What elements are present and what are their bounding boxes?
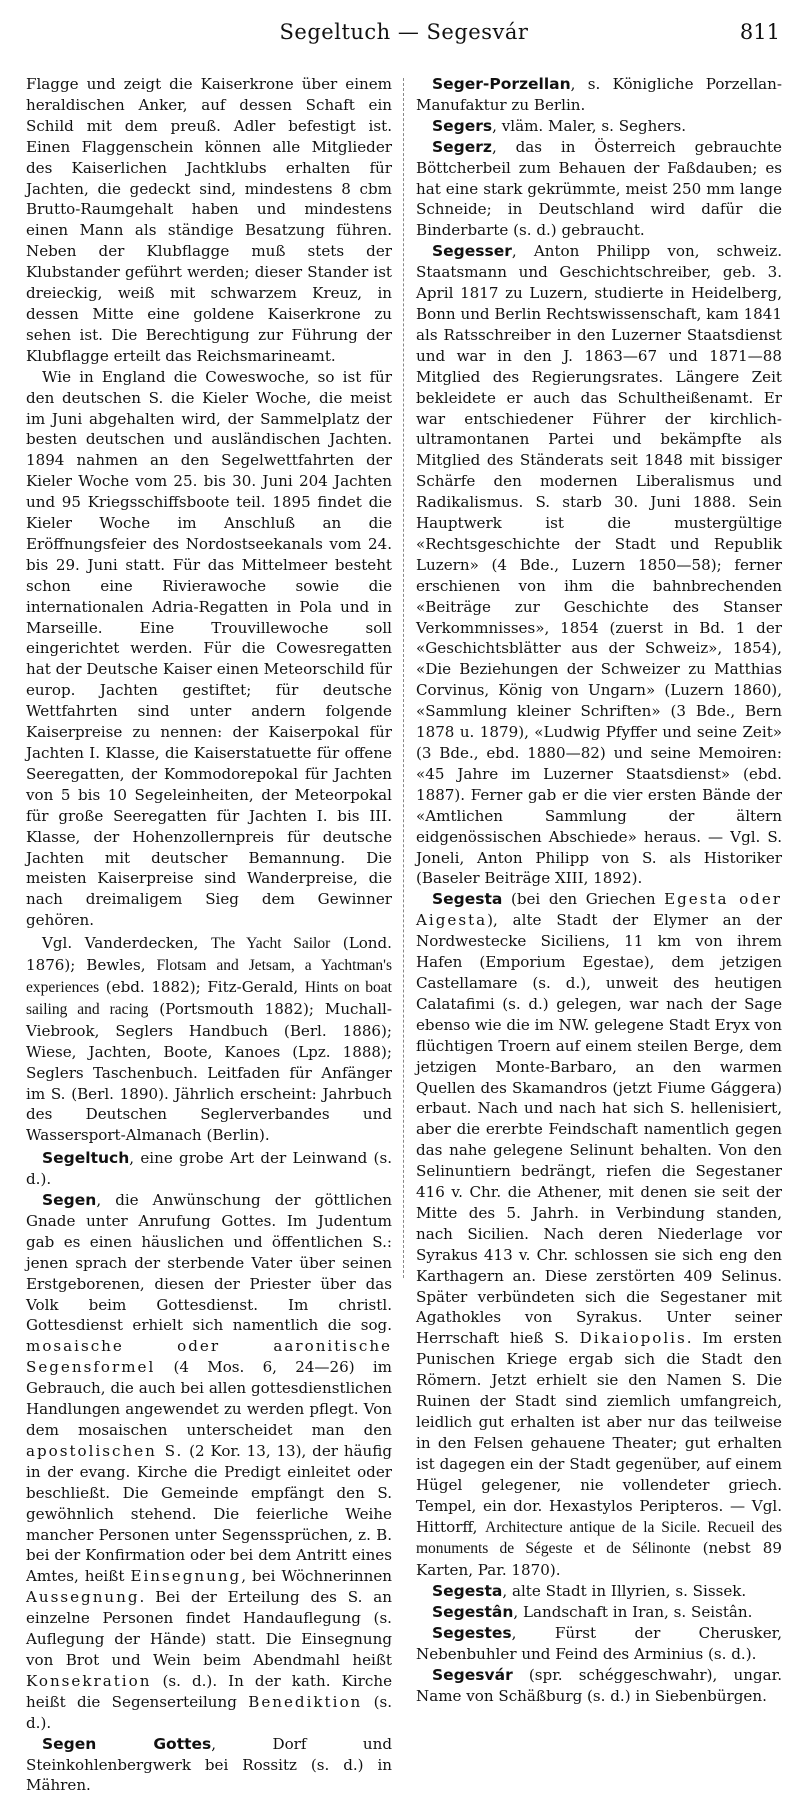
entry-headword: Segeltuch — [42, 1149, 130, 1168]
entry-segen: Segen, die Anwünschung der göttlichen Gnade unter Anrufung Gottes. Im Judentum gab es einen häuslichen und öffentlichen S.: jenen sprach der sterbende Vater über seinen Erstgeborenen, diesen der Priester über das Volk beim Gottesdienst. Im christl. Gottesdienst erhielt sich namentlich die sog. mosaische oder aaronitische Segensformel (4 Mos. 6, 24—26) im Gebrauch, die auch bei allen gottesdienstlichen Handlungen angewendet zu werden pflegt. Von dem mosaischen unterscheidet man den apostolischen S. (2 Kor. 13, 13), der häufig in der evang. Kirche die Predigt einleitet oder beschließt. Die Gemeinde empfängt den S. gewöhnlich stehend. Die feierliche Weihe mancher Personen unter Segenssprüchen, z. B. bei der Konfirmation oder bei dem Antritt eines Amtes, heißt Einsegnung, bei Wöchnerinnen Aussegnung. Bei der Erteilung des S. an einzelne Personen findet Handauflegung (s. Auflegung der Hände) statt. Die Einsegnung von Brot und Wein beim Abendmahl heißt Konsekration (s. d.). In der kath. Kirche heißt die Segenserteilung Benediktion (s. d.). — [26, 1191, 393, 1732]
entry-headword: Segesta — [432, 1582, 503, 1601]
left-column — [26, 74, 392, 1796]
entry-segestes: Segestes, Fürst der Cherusker, Nebenbuhler und Feind des Arminius (s. d.). — [416, 1624, 782, 1663]
literature-paragraph: Vgl. Vanderdecken, The Yacht Sailor (Lond. 1876); Bewles, Flotsam and Jetsam, a Yachtman's experiences (ebd. 1882); Fitz-Gerald, Hints on boat sailing and racing (Portsmouth 1882); Muchall-Viebrook, Seglers Handbuch (Berl. 1886); Wiese, Jachten, Boote, Kanoes (Lpz. 1888); Seglers Taschenbuch. Leitfaden für Anfänger im S. (Berl. 1890). Jährlich erscheint: Jahrbuch des Deutschen Seglerverbandes und Wassersport-Almanach (Berlin). — [26, 934, 392, 1145]
entry-headword: Segestân — [432, 1603, 514, 1622]
entry-headword: Seger-Porzellan — [432, 75, 571, 93]
entry-headword: Segesvár — [432, 1665, 513, 1684]
entry-segesser: Segesser, Anton Philipp von, schweiz. Staatsmann und Geschichtschreiber, geb. 3. April 1817 zu Luzern, studierte in Heidelberg, Bonn und Berlin Rechtswissenschaft, kam 1841 als Ratsschreiber in den Luzerner Staatsdienst und war in den J. 1863—67 und 1871—88 Mitglied des Regierungsrates. Längere Zeit bekleidete er auch das Schultheißenamt. Er war entschiedener Führer der kirchlich-ultramontanen Partei und bekämpfte als Mitglied des Ständerats seit 1848 mit bissiger Schärfe den modernen Liberalismus und Radikalismus. S. starb 30. Juni 1888. Sein Hauptwerk ist die mustergültige «Rechtsgeschichte der Stadt und Republik Luzern» (4 Bde., Luzern 1850—58); ferner erschienen von ihm die bahnbrechenden «Beiträge zur Geschichte des Stanser Verkommnisses», 1854 (zuerst in Bd. 1 der «Geschichtsblätter aus der Schweiz», 1854), «Die Beziehungen der Schweizer zu Matthias Corvinus, König von Ungarn» (Luzern 1860), «Sammlung kleiner Schriften» (3 Bde., Bern 1878 u. 1879), «Ludwig Pfyffer und seine Zeit» (3 Bde., ebd. 1880—82) und seine Memoiren: «45 Jahre im Luzerner Staatsdienst» (ebd. 1887). Ferner gab er die vier ersten Bände der «Amtlichen Sammlung der ältern eidgenössischen Abschiede» heraus. — Vgl. S. Joneli, Anton Philipp von S. als Historiker (Baseler Beiträge XIII, 1892). — [416, 242, 782, 888]
right-column — [416, 74, 782, 1707]
entry-segesvar: Segesvár (spr. schéggeschwahr), ungar. Name von Schäßburg (s. d.) in Siebenbürgen. — [416, 1665, 782, 1705]
column-divider — [403, 78, 404, 1278]
entry-headword: Segen — [42, 1191, 97, 1210]
page-number: 811 — [739, 20, 780, 44]
entry-segen-gottes: Segen Gottes, Dorf und Steinkohlenbergwerk bei Rossitz (s. d.) in Mähren. — [26, 1734, 392, 1795]
entry-segestan: Segestân, Landschaft in Iran, s. Seistân. — [432, 1603, 753, 1622]
entry-headword: Segesser — [432, 242, 512, 261]
entry-headword: Segestes — [432, 1624, 512, 1643]
entry-segers: Segers, vläm. Maler, s. Seghers. — [432, 116, 687, 135]
entry-segerz: Segerz, das in Österreich gebrauchte Böttcherbeil zum Behauen der Faßdauben; es hat eine stark gekrümmte, meist 250 mm lange Schneide; in Deutschland wird dafür die Binderbarte (s. d.) gebraucht. — [416, 137, 782, 240]
running-title: Segeltuch — Segesvár — [279, 20, 529, 44]
paragraph: Wie in England die Coweswoche, so ist für den deutschen S. die Kieler Woche, die meist im Juni abgehalten wird, der Sammelplatz der besten deutschen und ausländischen Jachten. 1894 nahmen an den Segelwettfahrten der Kieler Woche vom 25. bis 30. Juni 204 Jachten und 95 Kriegsschiffsboote teil. 1895 findet die Kieler Woche im Anschluß an die Eröffnungsfeier des Nordostseekanals vom 24. bis 29. Juni statt. Für das Mittelmeer besteht schon eine Rivierawoche sowie die internationalen Adria-Regatten in Pola und in Marseille. Eine Trouvillewoche soll eingerichtet werden. Für die Cowesregatten hat der Deutsche Kaiser einen Meteorschild für europ. Jachten gestiftet; für deutsche Wettfahrten sind unter andern folgende Kaiserpreise zu nennen: der Kaiserpokal für Jachten I. Klasse, die Kaiserstatuette für offene Seeregatten, der Kommodorepokal für Jachten von 5 bis 10 Segeleinheiten, der Meteorpokal für große Seeregatten für Jachten I. bis III. Klasse, der Hohenzollernpreis für deutsche Jachten mit deutscher Bemannung. Die meisten Kaiserpreise sind Wanderpreise, die nach dreimaligem Sieg dem Gewinner gehören. — [26, 367, 392, 930]
entry-segeltuch: Segeltuch, eine grobe Art der Leinwand (s. d.). — [26, 1149, 392, 1189]
paragraph: Flagge und zeigt die Kaiserkrone über einem heraldischen Anker, auf dessen Schaft ein Schild mit dem preuß. Adler befestigt ist. Einen Flaggenschein können alle Mitglieder des Kaiserlichen Jachtklubs erhalten für Jachten, die gedeckt sind, mindestens 8 cbm Brutto-Raumgehalt haben und mindestens einen Mann als ständige Besatzung führen. Neben der Klubflagge muß stets der Klubstander geführt werden; dieser Stander ist dreieckig, weiß mit schwarzem Kreuz, in dessen Mitte eine goldene Kaiserkrone zu sehen ist. Die Berechtigung zur Führung der Klubflagge erteilt das Reichsmarineamt. — [26, 75, 392, 365]
entry-segesta-illyrien: Segesta, alte Stadt in Illyrien, s. Sissek. — [432, 1582, 747, 1601]
entry-headword: Segen Gottes — [42, 1734, 212, 1753]
entry-seger-porzellan: Seger-Porzellan, s. Königliche Porzellan-Manufaktur zu Berlin. — [416, 75, 782, 114]
entry-headword: Segers — [432, 116, 493, 135]
page-header — [28, 16, 780, 50]
entry-segesta: Segesta (bei den Griechen Egesta oder Aigesta), alte Stadt der Elymer an der Nordwestecke Siciliens, 11 km von ihrem Hafen (Emporium Egestae), dem jetzigen Castellamare (s. d.), unweit des heutigen Calatafimi (s. d.) gelegen, war nach der Sage ebenso wie die im NW. gelegene Stadt Eryx von flüchtigen Troern auf einem steilen Berge, dem jetzigen Monte-Barbaro, an den warmen Quellen des Skamandros (jetzt Fiume Gággera) erbaut. Nach und nach hat sich S. hellenisiert, aber die ererbte Feindschaft namentlich gegen das nahe gelegene Selinunt behalten. Von den Selinuntiern bedrängt, riefen die Segestaner 416 v. Chr. die Athener, mit denen sie seit der Mitte des 5. Jahrh. in Verbindung standen, nach Sicilien. Nach deren Niederlage vor Syrakus 413 v. Chr. schlossen sie sich eng den Karthagern an. Diese zerstörten 409 Selinus. Später verbündeten sich die Segestaner mit Agathokles von Syrakus. Unter seiner Herrschaft hieß S. Dikaiopolis. Im ersten Punischen Kriege ergab sich die Stadt den Römern. Jetzt erhielt sie den Namen S. Die Ruinen der Stadt sind ziemlich umfangreich, leidlich gut erhalten ist aber nur das teilweise in den Felsen gehauene Theater; gut erhalten ist dagegen ein der Stadt gegenüber, auf einem Hügel gelegener, nie vollendeter griech. Tempel, ein dor. Hexastylos Peripteros. — Vgl. Hittorff, Architecture antique de la Sicile. Recueil des monuments de Ségeste et de Sélinonte (nebst 89 Karten, Par. 1870). — [416, 890, 782, 1580]
entry-headword: Segesta — [432, 890, 503, 909]
entry-headword: Segerz — [432, 137, 492, 156]
